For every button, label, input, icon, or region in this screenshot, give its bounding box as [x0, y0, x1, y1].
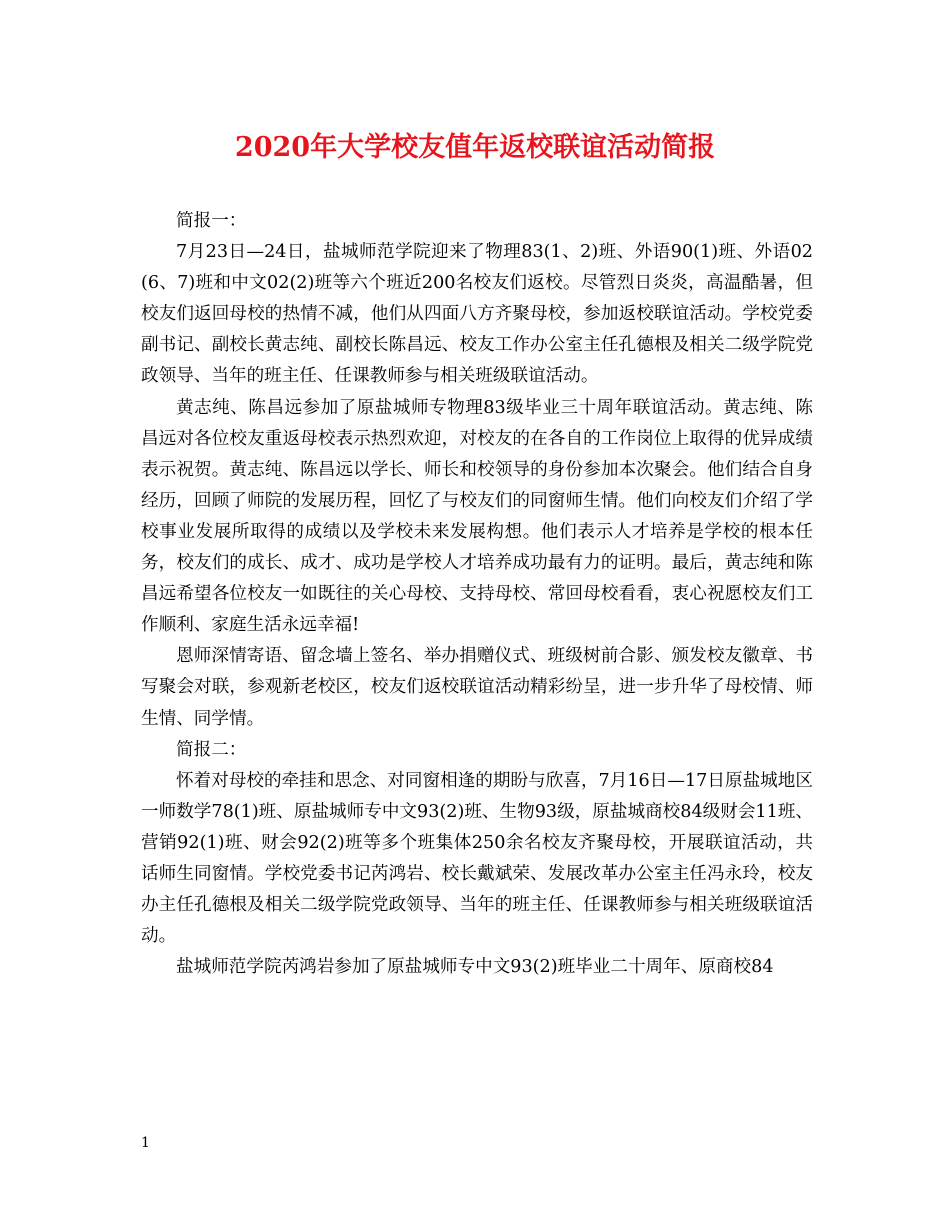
paragraph: 盐城师范学院芮鸿岩参加了原盐城师专中文93(2)班毕业二十周年、原商校84 [176, 957, 774, 978]
document-title: 2020年大学校友值年返校联谊活动简报 [234, 132, 716, 163]
paragraph: 恩师深情寄语、留念墙上签名、举办捐赠仪式、班级树前合影、颁发校友徽章、书写聚会对联，参观新老校区，校友们返校联谊活动精彩纷呈，进一步升华了母校情、师生情、同学情。 [141, 646, 813, 729]
section-heading-1: 简报一： [176, 211, 247, 231]
paragraph: 怀着对母校的牵挂和思念、对同窗相逢的期盼与欣喜，7月16日—17日原盐城地区一师数学78(1)班、原盐城师专中文93(2)班、生物93级，原盐城商校84级财会11班、营销92(1)班、财会92(2)班等多个班集体250余名校友齐聚母校，开展联谊活动，共话师生同窗情。学校党委书记芮鸿岩、校长戴斌荣、发展改革办公室主任冯永玲，校友办主任孔德根及相关二级学院党政领导、当年的班主任、任课教师参与相关班级联谊活动。 [141, 770, 814, 947]
document-body [141, 206, 813, 983]
section-heading-2: 简报二： [176, 739, 247, 760]
paragraph: 黄志纯、陈昌远参加了原盐城师专物理83级毕业三十周年联谊活动。黄志纯、陈昌远对各位校友重返母校表示热烈欢迎，对校友的在各自的工作岗位上取得的优异成绩表示祝贺。黄志纯、陈昌远以学长、师长和校领导的身份参加本次聚会。他们结合自身经历，回顾了师院的发展历程，回忆了与校友们的同窗师生情。他们向校友们介绍了学校事业发展所取得的成绩以及学校未来发展构想。他们表示人才培养是学校的根本任务，校友们的成长、成才、成功是学校人才培养成功最有力的证明。最后，黄志纯和陈昌远希望各位校友一如既往的关心母校、支持母校、常回母校看看，衷心祝愿校友们工作顺利、家庭生活永远幸福! [141, 397, 813, 636]
page-number: 1 [141, 1135, 150, 1151]
paragraph: 7月23日—24日，盐城师范学院迎来了物理83(1、2)班、外语90(1)班、外语02(6、7)班和中文02(2)班等六个班近200名校友们返校。尽管烈日炎炎，高温酷暑，但校友们返回母校的热情不减，他们从四面八方齐聚母校，参加返校联谊活动。学校党委副书记、副校长黄志纯、副校长陈昌远、校友工作办公室主任孔德根及相关二级学院党政领导、当年的班主任、任课教师参与相关班级联谊活动。 [141, 242, 813, 387]
